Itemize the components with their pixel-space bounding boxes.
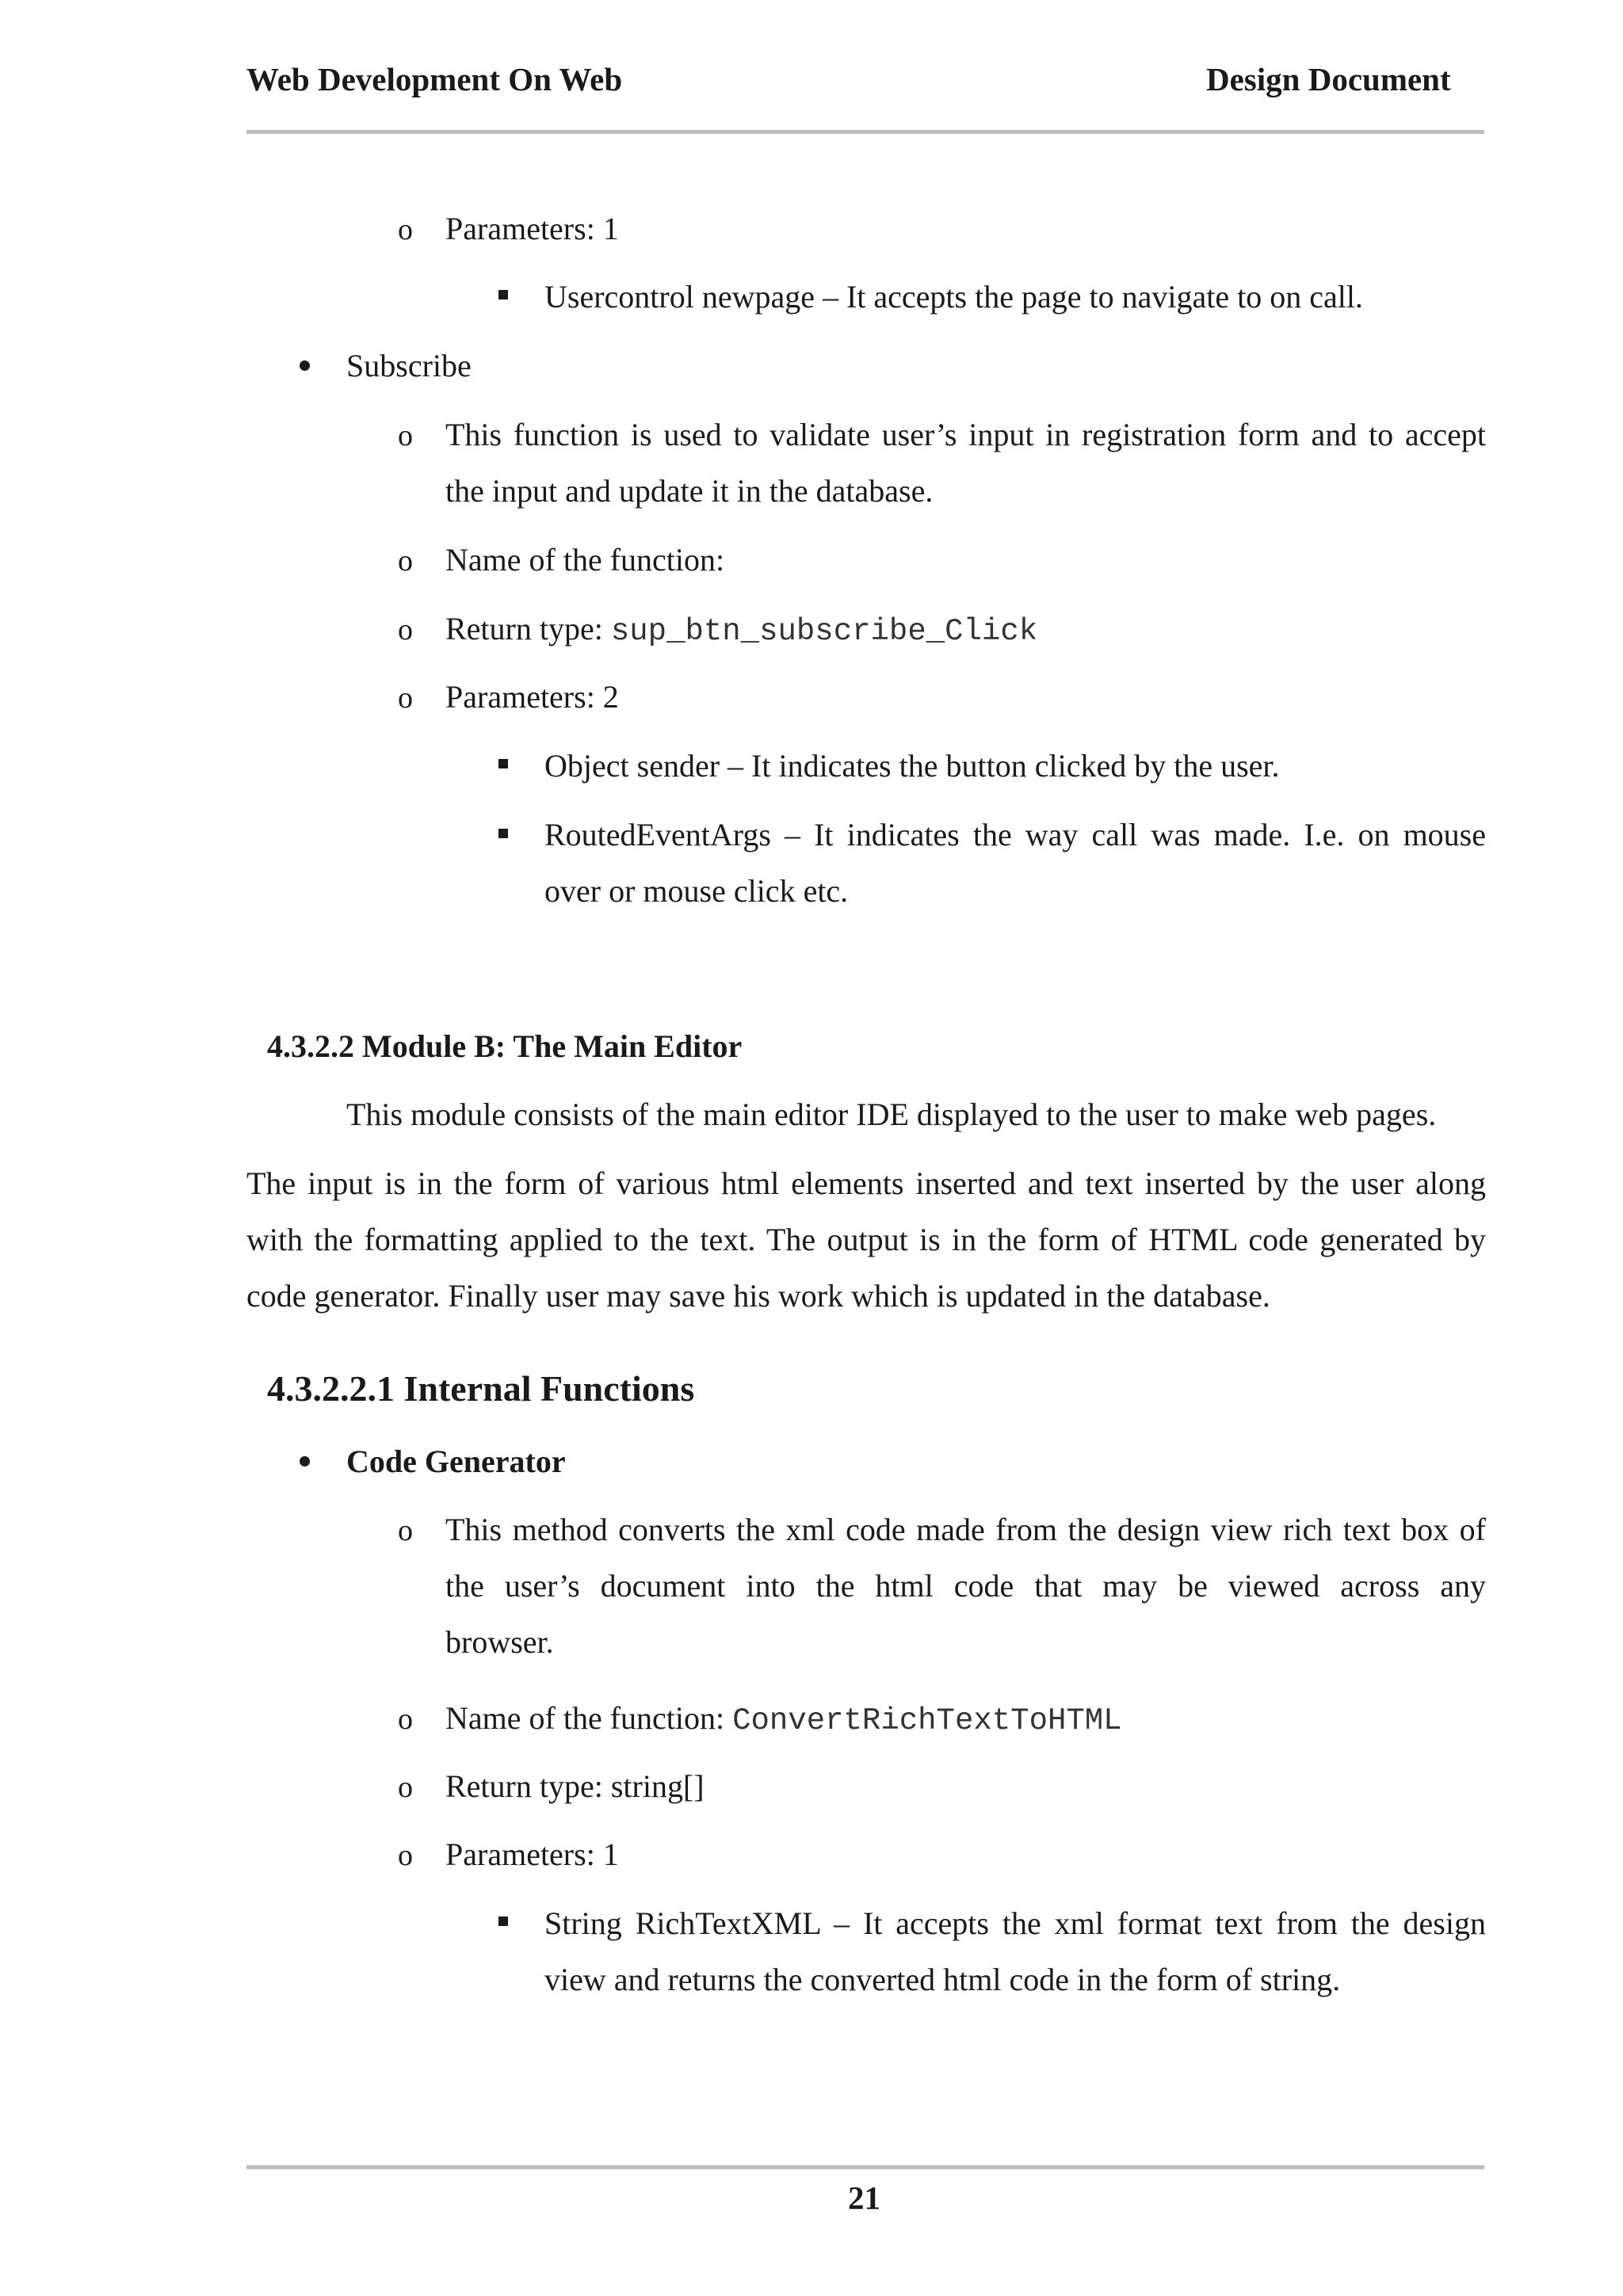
module-b-para-line2: The input is in the form of various html elements inserted and text inserted by the user along [246,1165,1486,1201]
code-gen-params-label: Parameters: 1 [445,1836,619,1872]
list-marker-o: o [398,1771,413,1804]
list-marker-o: o [398,1839,413,1872]
header-title-right: Design Document [1206,61,1451,97]
list-marker-o: o [398,681,413,715]
subscribe-params-label: Parameters: 2 [445,679,619,715]
module-b-para-line1: This module consists of the main editor IDE displayed to the user to make web pages. [346,1097,1437,1132]
return-type-label: Return type: [445,611,611,646]
param-newpage: Usercontrol newpage – It accepts the page to navigate to on call. [544,279,1363,315]
code-gen-param1-line2: view and returns the converted html code in the form of string. [544,1962,1341,1997]
list-marker-o: o [398,213,413,246]
code-gen-param1-line1: String RichTextXML – It accepts the xml format text from the design [544,1905,1486,1941]
code-gen-desc-line3: browser. [445,1624,554,1660]
bullet-icon [300,360,310,371]
list-marker-o: o [398,419,413,452]
function-name-code: ConvertRichTextToHTML [732,1703,1122,1738]
module-b-para-line4: code generator. Finally user may save his work which is updated in the database. [246,1278,1270,1314]
list-marker-o: o [398,1514,413,1547]
params-label-prev: Parameters: 1 [445,211,619,246]
square-bullet-icon [498,759,508,769]
subscribe-param1: Object sender – It indicates the button clicked by the user. [544,748,1280,784]
header-rule [246,130,1484,134]
subscribe-param2-line2: over or mouse click etc. [544,873,849,909]
subscribe-desc-line2: the input and update it in the database. [445,473,934,509]
subscribe-title: Subscribe [346,348,472,383]
square-bullet-icon [498,829,508,838]
footer-rule [246,2165,1484,2169]
code-gen-return-type: Return type: string[] [445,1768,705,1804]
subscribe-return-type [445,601,1037,660]
code-gen-desc-line2: the user’s document into the html code that may be viewed across any [445,1568,1486,1604]
square-bullet-icon [498,290,508,299]
square-bullet-icon [498,1917,508,1926]
list-marker-o: o [398,1703,413,1736]
page-number: 21 [848,2180,880,2216]
function-name-label: Name of the function: [445,1700,733,1736]
list-marker-o: o [398,544,413,578]
module-b-para-line3: with the formatting applied to the text. The output is in the form of HTML code generated by [246,1222,1486,1257]
return-type-code: sup_btn_subscribe_Click [610,614,1038,649]
bullet-icon [300,1456,310,1466]
header-title-left: Web Development On Web [246,61,623,97]
section-heading-internal-functions: 4.3.2.2.1 Internal Functions [267,1368,695,1409]
subscribe-desc-line1: This function is used to validate user’s input in registration form and to accept [445,417,1486,452]
list-marker-o: o [398,613,413,646]
subscribe-name-label: Name of the function: [445,542,725,578]
code-gen-function-name [445,1690,1122,1749]
code-generator-title: Code Generator [346,1444,566,1479]
code-gen-desc-line1: This method converts the xml code made from the design view rich text box of [445,1512,1486,1547]
subscribe-param2-line1: RoutedEventArgs – It indicates the way call was made. I.e. on mouse [544,817,1486,852]
section-heading-module-b: 4.3.2.2 Module B: The Main Editor [267,1028,743,1064]
